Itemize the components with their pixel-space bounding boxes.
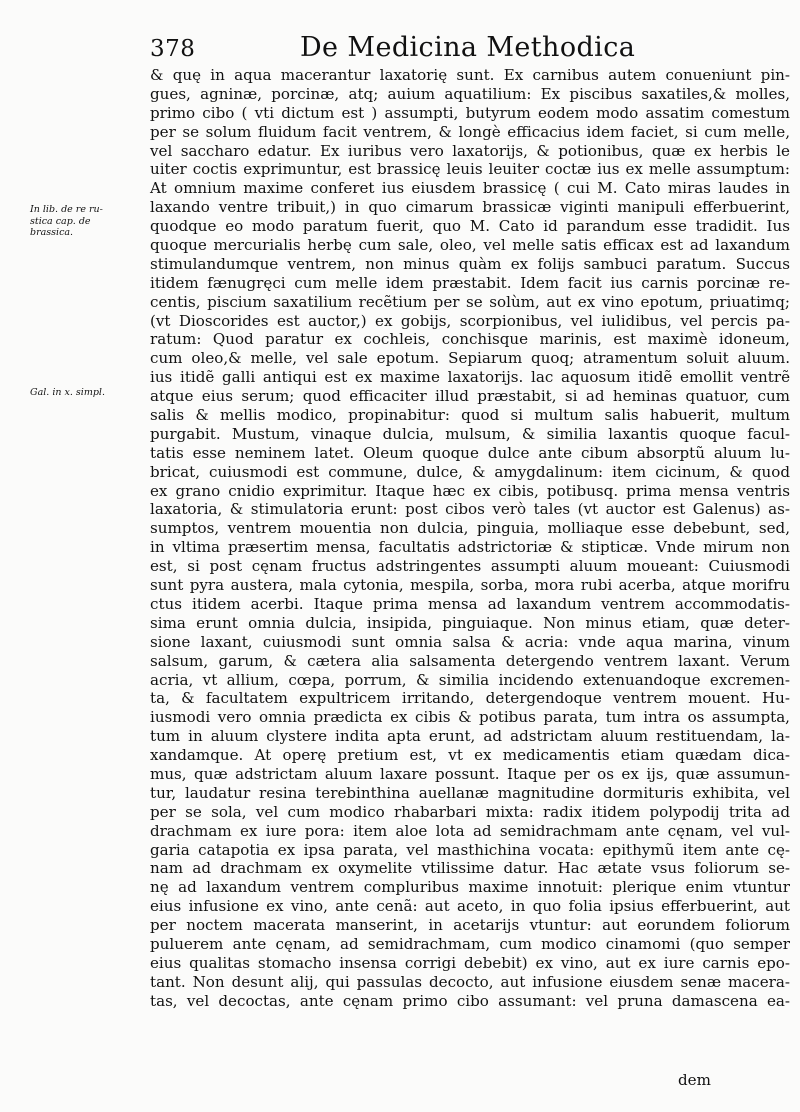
text-line: & quę in aqua macerantur laxatorię sunt. Ex carnibus autem conueniunt pin- xyxy=(150,66,790,84)
text-line: ratum: Quod paratur ex cochleis, conchisque marinis, est maximè idoneum, xyxy=(150,330,790,349)
text-line: tatis esse neminem latet. Oleum quoque dulce ante cibum absorptũ aluum lu- xyxy=(150,443,790,462)
text-line: est, si post cęnam fructus adstringentes assumpti aluum moueant: Cuiusmodi xyxy=(150,557,790,576)
text-line: per se solum fluidum facit ventrem, & longè efficacius idem faciet, si cum melle, xyxy=(150,122,790,141)
text-line: ius itidẽ galli antiqui est ex maxime laxatorijs. lac aquosum itidẽ emollit ventrẽ xyxy=(150,368,790,387)
text-line: bricat, cuiusmodi est commune, dulce, & amygdalinum: item cicinum, & quod xyxy=(150,462,790,481)
text-line: per noctem macerata manserint, in acetarijs vtuntur: aut eorundem foliorum xyxy=(150,916,790,935)
text-line: primo cibo ( vti dictum est ) assumpti, butyrum eodem modo assatim comestum xyxy=(150,103,790,122)
text-line: tant. Non desunt alij, qui passulas decocto, aut infusione eiusdem senæ macera- xyxy=(150,972,790,991)
text-line: centis, piscium saxatilium recẽtium per se solùm, aut ex vino epotum, priuatimq; xyxy=(150,292,790,311)
text-line: ta, & facultatem expultricem irritando, detergendoque ventrem mouent. Hu- xyxy=(150,689,790,708)
body-text xyxy=(150,66,790,1011)
text-line: drachmam ex iure pora: item aloe lota ad semidrachmam ante cęnam, vel vul- xyxy=(150,821,790,840)
text-line: sima erunt omnia dulcia, insipida, pinguiaque. Non minus etiam, quæ deter- xyxy=(150,613,790,632)
text-line: tas, vel decoctas, ante cęnam primo cibo assumant: vel pruna damascena ea- xyxy=(150,991,790,1010)
text-line: salis & mellis modico, propinabitur: quod si multum salis habuerit, multum xyxy=(150,406,790,425)
text-line: sumptos, ventrem mouentia non dulcia, pinguia, molliaque esse debebunt, sed, xyxy=(150,519,790,538)
page-header xyxy=(0,26,800,66)
text-line: salsum, garum, & cætera alia salsamenta detergendo ventrem laxant. Verum xyxy=(150,651,790,670)
text-line: quoque mercurialis herbę cum sale, oleo, vel melle satis efficax est ad laxandum xyxy=(150,236,790,255)
text-line: quodque eo modo paratum fuerit, quo M. Cato id parandum esse tradidit. Ius xyxy=(150,217,790,236)
catchword: dem xyxy=(678,1071,711,1089)
running-title: De Medicina Methodica xyxy=(300,32,636,63)
text-line: laxatoria, & stimulatoria erunt: post cibos verò tales (vt auctor est Galenus) as- xyxy=(150,500,790,519)
text-line: uiter coctis exprimuntur, est brassicę leuis leuiter coctæ ius ex melle assumptum: xyxy=(150,160,790,179)
text-line: At omnium maxime conferet ius eiusdem brassicę ( cui M. Cato miras laudes in xyxy=(150,179,790,198)
text-line: mus, quæ adstrictam aluum laxare possunt. Itaque per os ex ijs, quæ assumun- xyxy=(150,764,790,783)
text-line: tum in aluum clystere indita apta erunt, ad adstrictam aluum restituendam, la- xyxy=(150,727,790,746)
text-line: sunt pyra austera, mala cytonia, mespila, sorba, mora rubi acerba, atque morifru xyxy=(150,576,790,595)
page-number: 378 xyxy=(150,36,196,62)
text-line: nam ad drachmam ex oxymelite vtilissime datur. Hac ætate vsus foliorum se- xyxy=(150,859,790,878)
text-line: purgabit. Mustum, vinaque dulcia, mulsum, & similia laxantis quoque facul- xyxy=(150,424,790,443)
text-line: ctus itidem acerbi. Itaque prima mensa ad laxandum ventrem accommodatis- xyxy=(150,594,790,613)
text-line: ex grano cnidio exprimitur. Itaque hæc ex cibis, potibusq. prima mensa ventris xyxy=(150,481,790,500)
text-line: acria, vt allium, cœpa, porrum, & similia incidendo extenuandoque excremen- xyxy=(150,670,790,689)
text-line: laxando ventre tribuit,) in quo cimarum brassicæ viginti manipuli efferbuerint, xyxy=(150,198,790,217)
text-line: sione laxant, cuiusmodi sunt omnia salsa & acria: vnde aqua marina, vinum xyxy=(150,632,790,651)
text-line: eius qualitas stomacho insensa corrigi debebit) ex vino, aut ex iure carnis epo- xyxy=(150,953,790,972)
text-line: garia catapotia ex ipsa parata, vel masthichina vocata: epithymũ item ante cę- xyxy=(150,840,790,859)
text-line: puluerem ante cęnam, ad semidrachmam, cum modico cinamomi (quo semper xyxy=(150,934,790,953)
text-line: in vltima præsertim mensa, facultatis adstrictoriæ & stipticæ. Vnde mirum non xyxy=(150,538,790,557)
text-line: itidem fænugręci cum melle idem præstabit. Idem facit ius carnis porcinæ re- xyxy=(150,273,790,292)
text-line: eius infusione ex vino, ante cenã: aut aceto, in quo folia ipsius efferbuerint, aut xyxy=(150,897,790,916)
text-line: vel saccharo edatur. Ex iuribus vero laxatorijs, & potionibus, quæ ex herbis le xyxy=(150,141,790,160)
text-line: xandamque. At operę pretium est, vt ex medicamentis etiam quædam dica- xyxy=(150,746,790,765)
margin-note-galen: Gal. in x. simpl. xyxy=(30,387,105,398)
text-line: gues, agninæ, porcinæ, atq; auium aquatilium: Ex piscibus saxatiles,& molles, xyxy=(150,84,790,103)
text-line: nę ad laxandum ventrem compluribus maxime innotuit: plerique enim vtuntur xyxy=(150,878,790,897)
text-line: per se sola, vel cum modico rhabarbari mixta: radix itidem polypodij trita ad xyxy=(150,802,790,821)
text-line: iusmodi vero omnia prædicta ex cibis & potibus parata, tum intra os assumpta, xyxy=(150,708,790,727)
text-line: stimulandumque ventrem, non minus quàm ex folijs sambuci paratum. Succus xyxy=(150,254,790,273)
text-line: cum oleo,& melle, vel sale epotum. Sepiarum quoq; atramentum soluit aluum. xyxy=(150,349,790,368)
text-line: (vt Dioscorides est auctor,) ex gobijs, scorpionibus, vel iulidibus, vel percis pa- xyxy=(150,311,790,330)
text-line: tur, laudatur resina terebinthina auellanæ magnitudine dormituris exhibita, vel xyxy=(150,783,790,802)
margin-note-brassica: In lib. de re ru- stica cap. de brassica. xyxy=(30,204,103,238)
text-line: atque eius serum; quod efficaciter illud præstabit, si ad heminas quatuor, cum xyxy=(150,387,790,406)
